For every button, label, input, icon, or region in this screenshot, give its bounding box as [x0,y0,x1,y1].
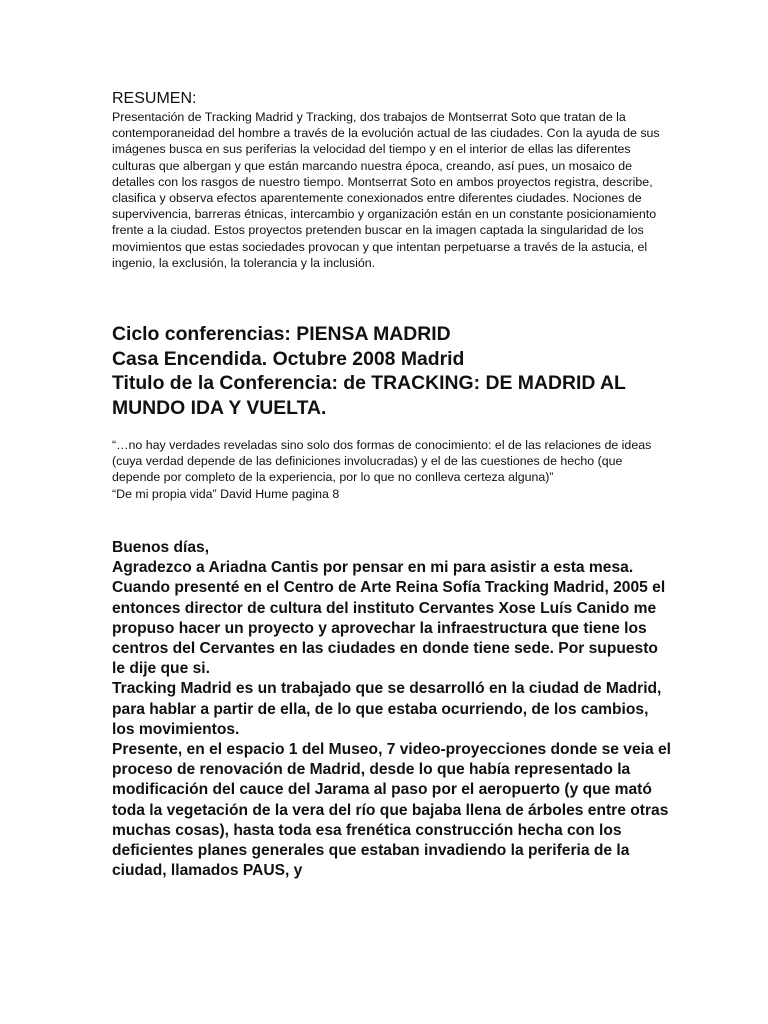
conference-title-block [112,322,672,420]
conference-venue: Casa Encendida. Octubre 2008 Madrid [112,347,465,370]
speech-paragraph: Agradezco a Ariadna Cantis por pensar en mi para asistir a esta mesa. [112,559,634,577]
speech-body [112,538,672,881]
conference-title: Titulo de la Conferencia: de TRACKING: DE MADRID AL MUNDO IDA Y VUELTA. [112,372,626,419]
conference-cycle: Ciclo conferencias: PIENSA MADRID [112,323,451,345]
quote-source: “De mi propia vida” David Hume pagina 8 [112,486,340,501]
resumen-body: Presentación de Tracking Madrid y Tracking, dos trabajos de Montserrat Soto que tratan de la contemporaneidad del hombre a través de la evolución actual de las ciudades. Con la ayuda de sus imágenes busca en sus periferias la velocidad del tiempo y en el interior de ellas las diferentes culturas que albergan y que están marcando nuestra época, creando, así pues, un mosaico de detalles con los rasgos de nuestro tiempo. Montserrat Soto en ambos proyectos registra, describe, clasifica y observa efectos aparentemente conexionados entre diferentes ciudades. Nociones de supervivencia, barreras étnicas, intercambio y organización están en un constante posicionamiento frente a la ciudad. Estos proyectos pretenden buscar en la imagen captada la singularidad de los movimientos que estas sociedades provocan y que intentan perpetuarse a través de la astucia, el ingenio, la exclusión, la tolerancia y la inclusión. [112,110,660,270]
speech-paragraph: Cuando presenté en el Centro de Arte Reina Sofía Tracking Madrid, 2005 el entonces director de cultura del instituto Cervantes Xose Luís Canido me propuso hacer un proyecto y aprovechar la infraestructura que tiene los centros del Cervantes en las ciudades en donde tiene sede. Por supuesto le dije que si. [112,579,666,678]
speech-paragraph: Tracking Madrid es un trabajado que se desarrolló en la ciudad de Madrid, para hablar a partir de ella, de lo que estaba ocurriendo, de los cambios, los movimientos. [112,680,662,738]
quote-text: “…no hay verdades reveladas sino solo dos formas de conocimiento: el de las relaciones de ideas (cuya verdad depende de las definiciones involucradas) y el de las cuestiones de hecho (que depende por completo de la experiencia, por lo que no conlleva certeza alguna)” [112,438,652,485]
epigraph-quote [112,437,662,502]
resumen-heading: RESUMEN: [112,90,197,107]
speech-greeting: Buenos días, [112,539,210,556]
resumen-section [112,89,662,271]
speech-paragraph: Presente, en el espacio 1 del Museo, 7 video-proyecciones donde se veia el proceso de renovación de Madrid, desde lo que había representado la modificación del cauce del Jarama al paso por el aeropuerto (y que mató toda la vegetación de la vera del río que bajaba llena de árboles entre otras muchas cosas), hasta toda esa frenética construcción hecha con los deficientes planes generales que estaban invadiendo la periferia de la ciudad, llamados PAUS, y [112,741,671,880]
